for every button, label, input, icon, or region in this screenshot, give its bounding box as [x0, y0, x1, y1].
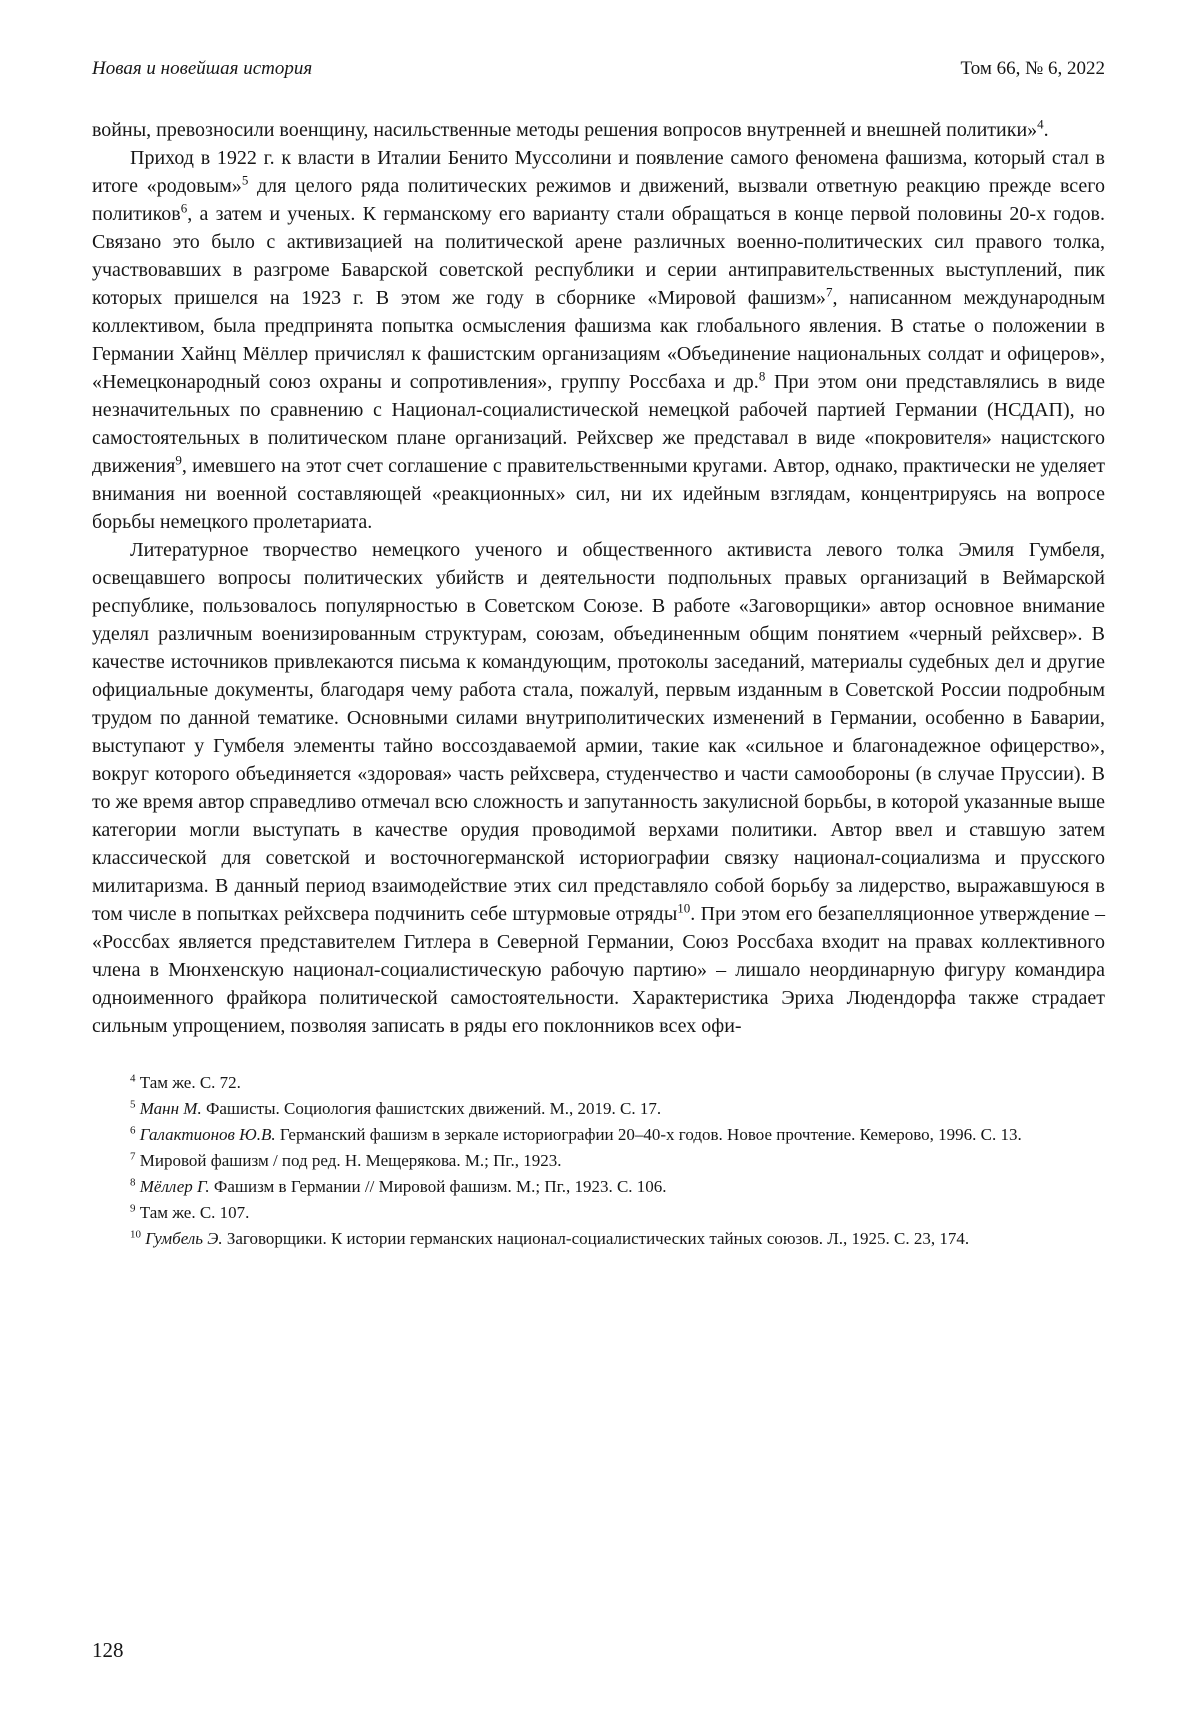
footnote: $^7$ Мировой фашизм / под ред. Н. Мещерякова. М.; Пг., 1923.	[130, 1150, 562, 1170]
footnote-number: 8	[130, 1176, 136, 1189]
footnote-author: Манн М.	[139, 1099, 202, 1118]
footnote-marker: 4	[1037, 116, 1044, 132]
footnote: $^6$ Галактионов Ю.В. Германский фашизм в зеркале историографии 20–40-х годов. Новое прочтение. Кемерово, 1996. С. 13.	[130, 1124, 1022, 1144]
footnote: $^9$ Там же. С. 107.	[130, 1202, 250, 1222]
footnote: $^5$ Манн М. Фашисты. Социология фашистских движений. М., 2019. С. 17.	[130, 1098, 662, 1118]
paragraph: Литературное творчество немецкого ученого и общественного активиста левого толка Эмиля Гумбеля, освещавшего вопросы политических убийств и деятельности подпольных правых организаций в Веймарской республике, пользовалось популярностью в Советском Союзе. В работе «Заговорщики» автор основное внимание уделял различным военизированным структурам, союзам, объединенным общим понятием «черный рейхсвер». В качестве источников привлекаются письма к командующим, протоколы заседаний, материалы судебных дел и другие официальные документы, благодаря чему работа стала, пожалуй, первым изданным в Советской России подробным трудом по данной тематике. Основными силами внутриполитических изменений в Германии, особенно в Баварии, выступают у Гумбеля элементы тайно воссоздаваемой армии, такие как «сильное и благонадежное офицерство», вокруг которого объединяется «здоровая» часть рейхсвера, студенчество и части самообороны (в случае Пруссии). В то же время автор справедливо отмечал всю сложность и запутанность закулисной борьбы, в которой указанные выше категории могли выступать в качестве орудия проводимой верхами политики. Автор ввел и ставшую затем классической для советской и восточногерманской историографии связку национал-социализма и прусского милитаризма. В данный период взаимодействие этих сил представляло собой борьбу за лидерство, выражавшуюся в том числе в попытках рейхсвера подчинить себе штурмовые отряды$^{10}$. При этом его безапелляционное утверждение – «Россбах является представителем Гитлера в Северной Германии, Союз Россбаха входит на правах коллективного члена в Мюнхенскую национал-социалистическую рабочую партию» – лишало неординарную фигуру командира одноименного фрайкора политической самостоятельности. Характеристика Эриха Людендорфа также страдает сильным упрощением, позволяя записать в ряды его поклонников всех офи-	[92, 539, 1105, 1037]
paragraph: Приход в 1922 г. к власти в Италии Бенито Муссолини и появление самого феномена фашизма, который стал в итоге «родовым»$^5$ для целого ряда политических режимов и движений, вызвали ответную реакцию прежде всего политиков$^6$, а затем и ученых. К германскому его варианту стали обращаться в конце первой половины 20-х годов. Связано это было с активизацией на политической арене различных военно-политических сил правого толка, участвовавших в разгроме Баварской советской республики и серии антиправительственных выступлений, пик которых пришелся на 1923 г. В этом же году в сборнике «Мировой фашизм»$^7$, написанном международным коллективом, была предпринята попытка осмысления фашизма как глобального явления. В статье о положении в Германии Хайнц Мёллер причислял к фашистским организациям «Объединение национальных солдат и офицеров», «Немецконародный союз охраны и сопротивления», группу Россбаха и др.$^8$ При этом они представлялись в виде незначительных по сравнению с Национал-социалистической немецкой рабочей партией Германии (НСДАП), но самостоятельных в политическом плане организаций. Рейхсвер же представал в виде «покровителя» нацистского движения$^9$, имевшего на этот счет соглашение с правительственными кругами. Автор, однако, практически не уделяет внимания ни военной составляющей «реакционных» сил, ни их идейным взглядам, концентрируясь на вопросе борьбы немецкого пролетариата.	[92, 147, 1106, 533]
footnote-author: Мёллер Г.	[139, 1177, 210, 1196]
footnote-marker: 5	[241, 172, 249, 188]
footnote-marker: 9	[175, 452, 182, 468]
footnote-marker: 6	[180, 200, 188, 216]
footnote-number: 6	[130, 1124, 136, 1137]
page-header	[92, 58, 1105, 80]
paragraph: войны, превозносили военщину, насильственные методы решения вопросов внутренней и внешней политики»$^4$.	[92, 116, 1049, 141]
footnote: $^8$ Мёллер Г. Фашизм в Германии // Мировой фашизм. М.; Пг., 1923. С. 106.	[130, 1176, 667, 1196]
footnote-author: Гумбель Э.	[145, 1229, 223, 1248]
footnote: $^4$ Там же. С. 72.	[130, 1072, 241, 1092]
footnote-marker: 10	[677, 900, 691, 916]
footnote-marker: 8	[758, 368, 766, 384]
footnote-number: 7	[130, 1150, 136, 1163]
footnote-marker: 7	[825, 284, 833, 300]
footnote: $^{10}$ Гумбель Э. Заговорщики. К истории германских национал-социалистических тайных союзов. Л., 1925. С. 23, 174.	[130, 1228, 970, 1248]
article-body	[92, 116, 1105, 1040]
footnotes-block	[92, 1070, 1105, 1252]
issue-info: Том 66, № 6, 2022	[960, 58, 1105, 79]
footnote-author: Галактионов Ю.В.	[139, 1125, 276, 1144]
footnote-number: 4	[130, 1072, 136, 1085]
footnote-number: 10	[130, 1228, 141, 1241]
journal-title: Новая и новейшая история	[92, 58, 313, 79]
footnote-number: 9	[130, 1202, 136, 1215]
page-number: 128	[92, 1638, 124, 1662]
footnote-number: 5	[130, 1098, 136, 1111]
